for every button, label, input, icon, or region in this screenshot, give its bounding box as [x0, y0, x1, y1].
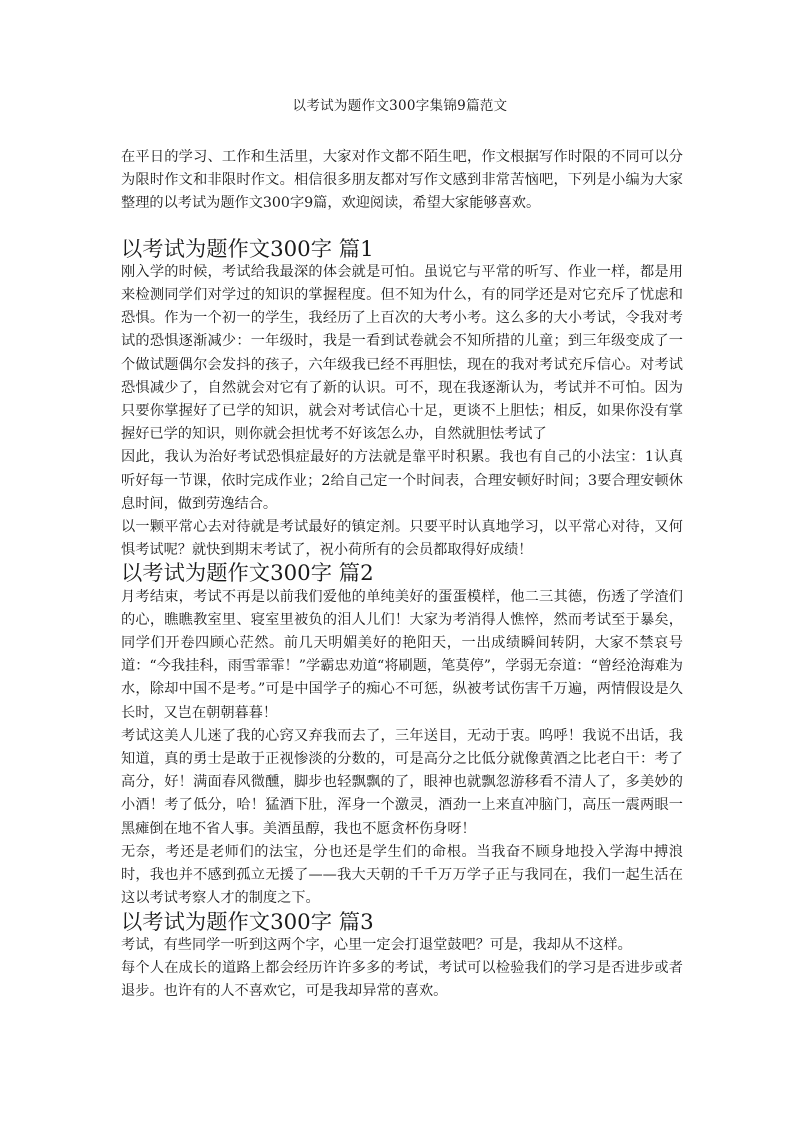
section-heading: 以考试为题作文300字 篇3 [121, 909, 374, 935]
intro-paragraph: 在平日的学习、工作和生活里，大家对作文都不陌生吧，作文根据写作时限的不同可以分为限时作文和非限时作文。相信很多朋友都对写作文感到非常苦恼吧，下列是小编为大家整理的以考试为题作文300字9篇，欢迎阅读，希望大家能够喜欢。 [121, 149, 683, 212]
section-paragraph: 无奈，考还是老师们的法宝，分也还是学生们的命根。当我奋不顾身地投入学海中搏浪时，我也并不感到孤立无援了——我大天朝的千千万万学子正与我同在，我们一起生活在这以考试考察人才的制度之下。 [121, 843, 683, 907]
spacer [121, 216, 683, 238]
section-paragraph: 以一颗平常心去对待就是考试最好的镇定剂。只要平时认真地学习，以平常心对待，又何惧考试呢？就快到期末考试了，祝小荷所有的会员都取得好成绩！ [121, 519, 683, 559]
page-title: 以考试为题作文300字集锦9篇范文 [292, 98, 508, 114]
document-body [121, 146, 683, 1003]
section-paragraph: 每个人在成长的道路上都会经历许许多多的考试，考试可以检验我们的学习是否进步或者退步。也许有的人不喜欢它，可是我却异常的喜欢。 [121, 959, 683, 1000]
section-heading: 以考试为题作文300字 篇1 [121, 236, 374, 262]
section-paragraph: 因此，我认为治好考试恐惧症最好的方法就是靠平时积累。我也有自己的小法宝：1认真听好每一节课，依时完成作业；2给自己定一个时间表，合理安顿好时间；3要合理安顿休息时间，做到劳逸结合。 [121, 449, 683, 512]
section-paragraph: 刚入学的时候，考试给我最深的体会就是可怕。虽说它与平常的听写、作业一样，都是用来检测同学们对学过的知识的掌握程度。但不知为什么，有的同学还是对它充斥了忧虑和恐惧。作为一个初一的学生，我经历了上百次的大考小考。这么多的大小考试，令我对考试的恐惧逐渐减少：一年级时，我是一看到试卷就会不知所措的儿童；到三年级变成了一个做试题偶尔会发抖的孩子，六年级我已经不再胆怯，现在的我对考试充斥信心。对考试恐惧减少了，自然就会对它有了新的认识。可不，现在我逐渐认为，考试并不可怕。因为只要你掌握好了已学的知识，就会对考试信心十足，更谈不上胆怯；相反，如果你没有掌握好已学的知识，则你就会担忧考不好该怎么办，自然就胆怯考试了 [121, 263, 683, 443]
section-paragraph: 考试，有些同学一听到这两个字，心里一定会打退堂鼓吧？可是，我却从不这样。 [121, 936, 632, 953]
section-paragraph: 考试这美人儿迷了我的心窍又弃我而去了，三年送目，无动于衷。呜呼！我说不出话，我知道，真的勇士是敢于正视惨淡的分数的，可是高分之比低分就像黄酒之比老白干：考了高分，好！满面春风微醺，脚步也轻飘飘的了，眼神也就飘忽游移看不清人了，多美妙的小酒！考了低分，哈！猛酒下肚，浑身一个激灵，酒劲一上来直冲脑门，高压一震两眼一黑瘫倒在地不省人事。美酒虽醇，我也不愿贪杯伤身呀！ [121, 727, 683, 837]
section-heading: 以考试为题作文300字 篇2 [121, 561, 374, 587]
section-paragraph: 月考结束，考试不再是以前我们爱他的单纯美好的蛋蛋模样，他二三其德，伤透了学渣们的心，瞧瞧教室里、寝室里被负的泪人儿们！大家为考消得人憔悴，然而考试至于暴矣，同学们开卷四顾心茫然。前几天明媚美好的艳阳天，一出成绩瞬间转阴，大家不禁哀号道：“今我挂科，雨雪霏霏！”学霸忠劝道“将刷题，笔莫停”，学弱无奈道：“曾经沧海难为水，除却中国不是考。”可是中国学子的痴心不可惩，纵被考试伤害千万遍，两情假设是久长时，又岂在朝朝暮暮！ [121, 588, 683, 721]
